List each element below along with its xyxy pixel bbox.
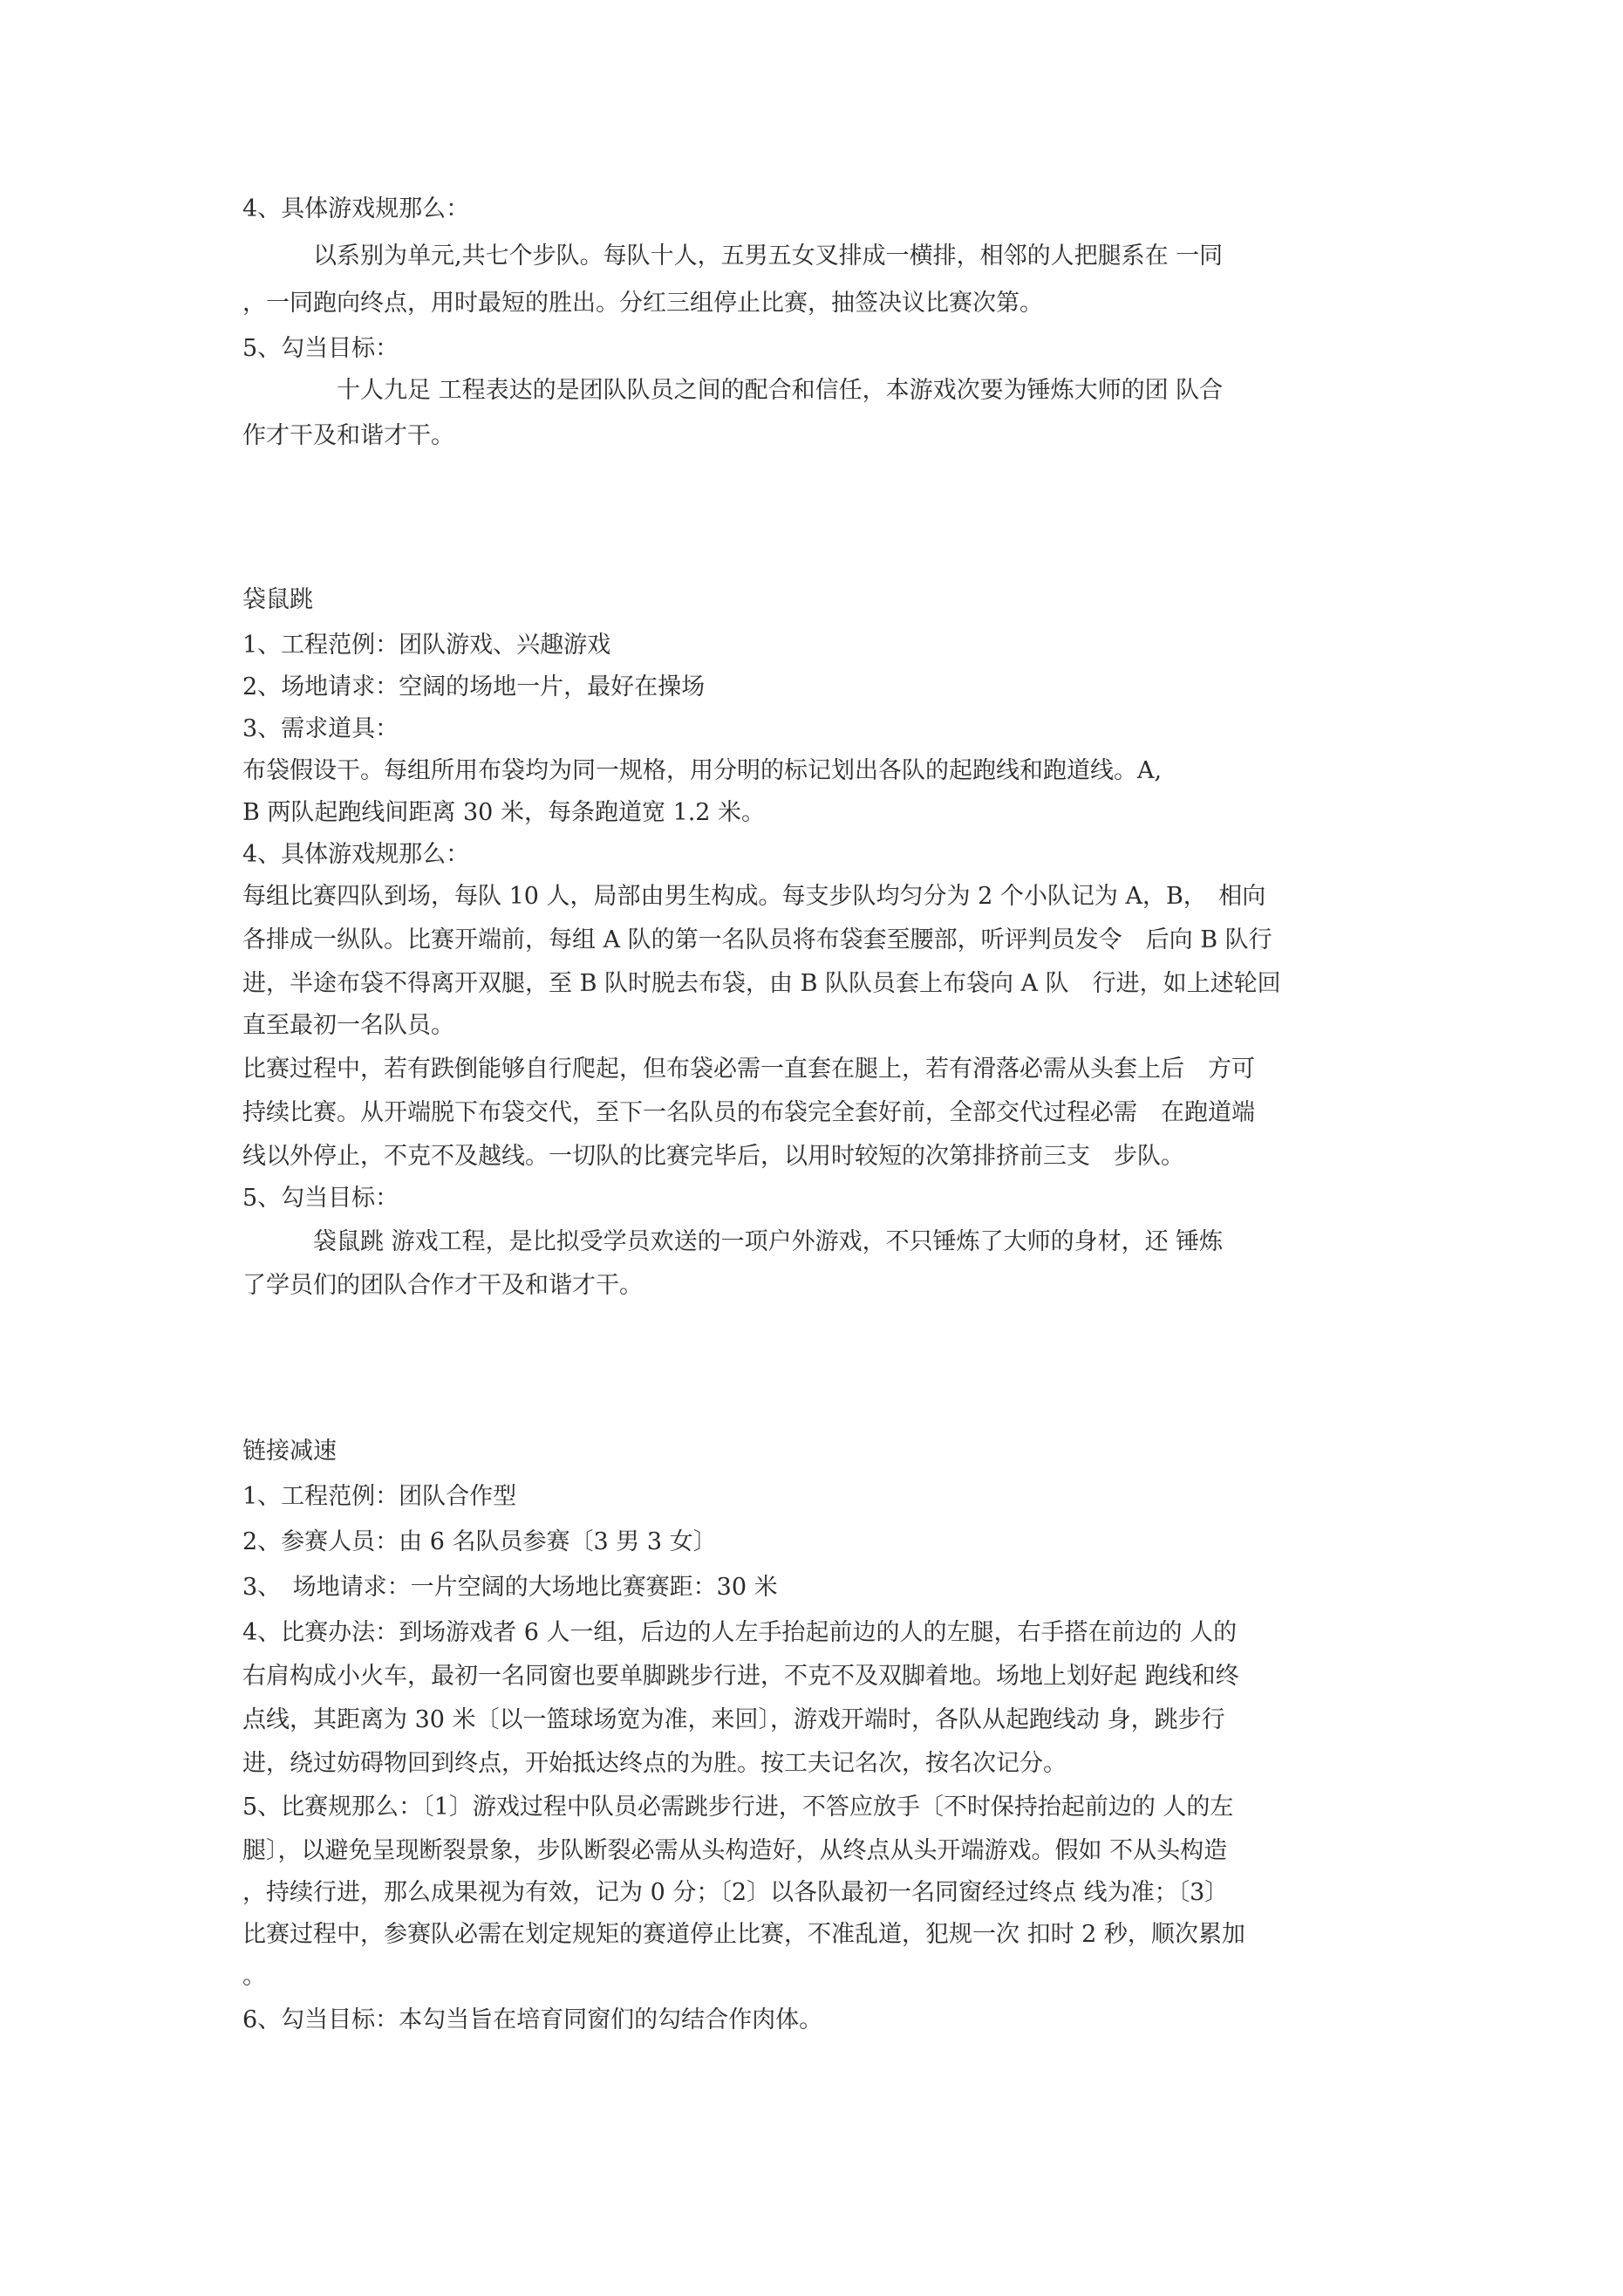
title-link-speedup: 链接减速 <box>242 1438 337 1465</box>
paragraph-line: ，一同跑向终点，用时最短的胜出。分红三组停止比赛，抽签决议比赛次第。 <box>242 290 1043 317</box>
paragraph-line: 各排成一纵队。比赛开端前，每组 A 队的第一名队员将布袋套至腰部，听评判员发令 后向 B 队行 <box>242 926 1272 953</box>
list-item: 2、场地请求：空阔的场地一片，最好在操场 <box>242 673 706 700</box>
section-heading-goal: 5、勾当目标： <box>242 335 399 362</box>
paragraph-line: ，持续行进，那么成果视为有效，记为 0 分；〔2〕以各队最初一名同窗经过终点 线为准；〔3〕 <box>242 1879 1229 1906</box>
paragraph-line: 持续比赛。从开端脱下布袋交代，至下一名队员的布袋完全套好前，全部交代过程必需 在跑道端 <box>242 1099 1255 1126</box>
paragraph-line: 每组比赛四队到场，每队 10 人，局部由男生构成。每支步队均匀分为 2 个小队记为 A，B， 相向 <box>242 883 1266 910</box>
paragraph-line: 比赛过程中，参赛队必需在划定规矩的赛道停止比赛，不准乱道，犯规一次 扣时 2 秒，顺次累加 <box>242 1921 1245 1948</box>
paragraph-line: 十人九足 工程表达的是团队队员之间的配合和信任，本游戏次要为锤炼大师的团 队合 <box>242 377 1224 404</box>
paragraph-line: 了学员们的团队合作才干及和谐才干。 <box>242 1272 643 1299</box>
list-item: 1、工程范例：团队合作型 <box>242 1483 517 1510</box>
paragraph-line: 进，绕过妨碍物回到终点，开始抵达终点的为胜。按工夫记名次，按名次记分。 <box>242 1750 1067 1777</box>
paragraph-line: 布袋假设干。每组所用布袋均为同一规格，用分明的标记划出各队的起跑线和跑道线。A, <box>242 757 1163 784</box>
list-item: 3、需求道具： <box>242 715 399 742</box>
list-item: 4、具体游戏规那么： <box>242 841 470 868</box>
list-item: 1、工程范例：团队游戏、兴趣游戏 <box>242 632 611 659</box>
paragraph-line: 腿〕，以避免呈现断裂景象，步队断裂必需从头构造好，从终点从头开端游戏。假如 不从头构造 <box>242 1837 1228 1864</box>
paragraph-line: 5、比赛规那么：〔1〕游戏过程中队员必需跳步行进，不答应放手〔不时保持抬起前边的 人的左 <box>242 1794 1234 1821</box>
list-item: 3、 场地请求：一片空阔的大场地比赛赛距：30 米 <box>242 1574 778 1601</box>
paragraph-line: 右肩构成小火车，最初一名同窗也要单脚跳步行进，不克不及双脚着地。场地上划好起 跑线和终 <box>242 1663 1239 1690</box>
paragraph-line: 直至最初一名队员。 <box>242 1012 454 1039</box>
paragraph-line: B 两队起跑线间距离 30 米，每条跑道宽 1.2 米。 <box>242 799 766 826</box>
paragraph-line: 线以外停止，不克不及越线。一切队的比赛完毕后，以用时较短的次第排挤前三支 步队。 <box>242 1143 1184 1170</box>
list-item: 5、勾当目标： <box>242 1185 399 1212</box>
paragraph-line: 4、比赛办法：到场游戏者 6 人一组，后边的人左手抬起前边的人的左腿，右手搭在前边的 人的 <box>242 1619 1238 1646</box>
section-heading-rules: 4、具体游戏规那么： <box>242 195 470 222</box>
paragraph-line: 袋鼠跳 游戏工程，是比拟受学员欢送的一项户外游戏，不只锤炼了大师的身材，还 锤炼 <box>242 1228 1224 1255</box>
list-item: 2、参赛人员：由 6 名队员参赛〔3 男 3 女〕 <box>242 1528 717 1555</box>
paragraph-line: 点线，其距离为 30 米〔以一篮球场宽为准，来回〕，游戏开端时，各队从起跑线动 身，跳步行 <box>242 1706 1225 1733</box>
list-item: 6、勾当目标：本勾当旨在培育同窗们的勾结合作肉体。 <box>242 2006 823 2033</box>
paragraph-line: 比赛过程中，若有跌倒能够自行爬起，但布袋必需一直套在腿上，若有滑落必需从头套上后 方可 <box>242 1056 1255 1083</box>
paragraph-line: 。 <box>242 1963 266 1990</box>
paragraph-line: 以系别为单元,共七个步队。每队十人，五男五女叉排成一横排，相邻的人把腿系在 一同 <box>242 243 1224 270</box>
title-kangaroo-jump: 袋鼠跳 <box>242 586 313 613</box>
paragraph-line: 作才干及和谐才干。 <box>242 422 454 449</box>
paragraph-line: 进，半途布袋不得离开双腿，至 B 队时脱去布袋，由 B 队队员套上布袋向 A 队 行进，如上述轮回 <box>242 970 1281 997</box>
